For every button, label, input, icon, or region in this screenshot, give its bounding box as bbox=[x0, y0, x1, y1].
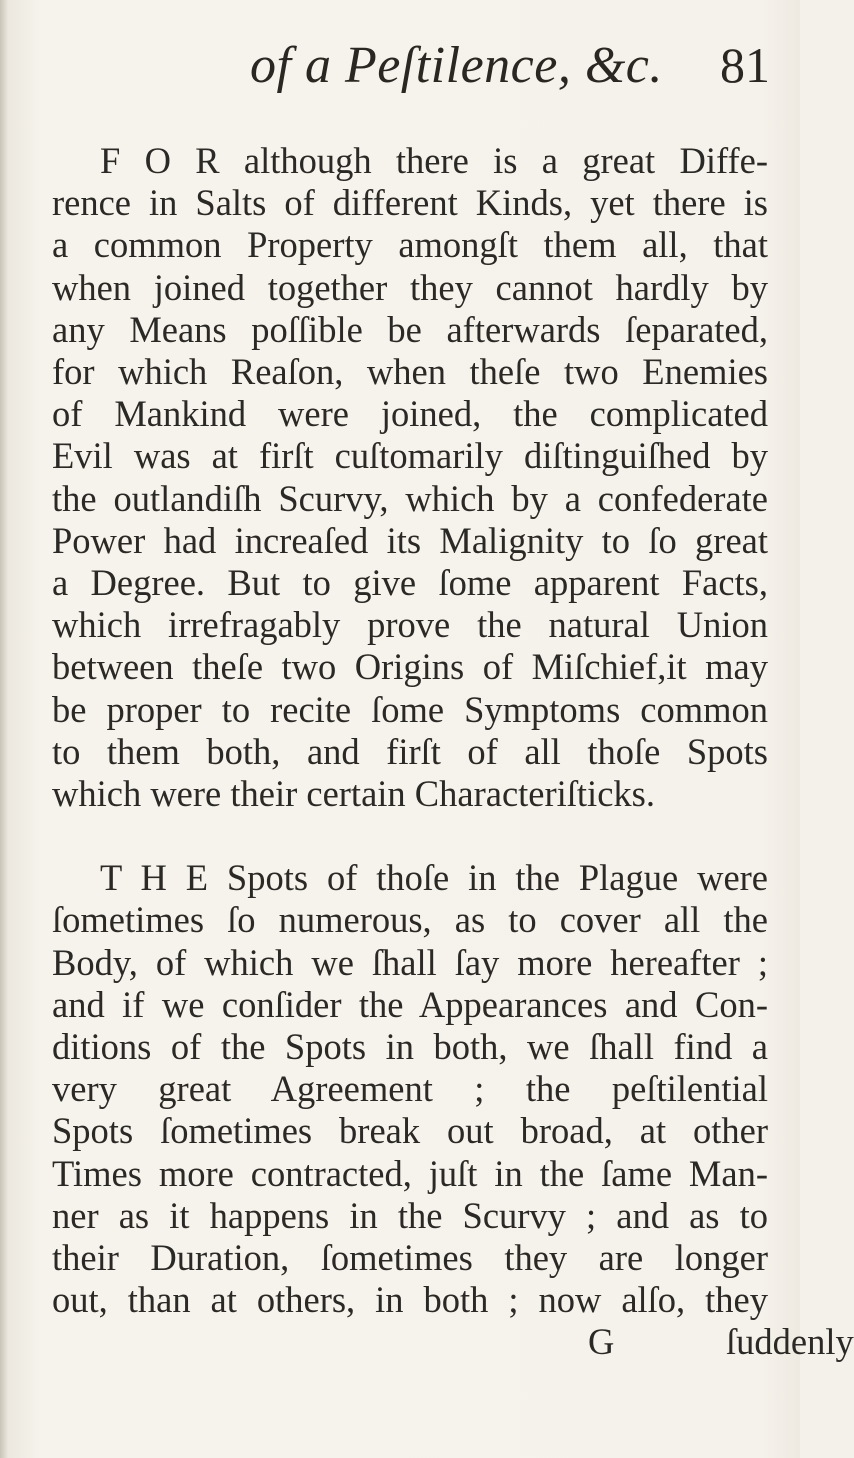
text-line: be proper to recite ſome Symptoms common bbox=[52, 688, 768, 730]
text-line: ſometimes ſo numerous, as to cover all the bbox=[52, 899, 768, 941]
text-line: Body, of which we ſhall ſay more hereafter ; bbox=[52, 941, 768, 983]
running-head-title: of a Peſtilence, &c. bbox=[250, 37, 663, 94]
text-line: Power had increaſed its Malignity to ſo great bbox=[52, 519, 768, 561]
text-line: for which Reaſon, when theſe two Enemies bbox=[52, 351, 768, 393]
text-line: out, than at others, in both ; now alſo, they bbox=[52, 1279, 768, 1321]
text-line: F O R although there is a great Diffe- bbox=[100, 140, 768, 181]
page-number: 81 bbox=[720, 37, 770, 93]
page-footer bbox=[52, 1321, 854, 1363]
text-line: the outlandiſh Scurvy, which by a confederate bbox=[52, 477, 768, 519]
text-line: ditions of the Spots in both, we ſhall find a bbox=[52, 1026, 768, 1068]
text-line: their Duration, ſometimes they are longer bbox=[52, 1237, 768, 1279]
running-head bbox=[0, 22, 800, 112]
text-line: Times more contracted, juſt in the ſame Man- bbox=[52, 1152, 768, 1194]
paragraph-2 bbox=[52, 857, 768, 1321]
text-line: which irrefragably prove the natural Union bbox=[52, 604, 768, 646]
text-line: between theſe two Origins of Miſchief,it may bbox=[52, 646, 768, 688]
text-line: a common Property amongſt them all, that bbox=[52, 224, 768, 266]
text-line: and if we conſider the Appearances and Con- bbox=[52, 983, 768, 1025]
text-line: Spots ſometimes break out broad, at other bbox=[52, 1110, 768, 1152]
text-line: which were their certain Characteriſticks. bbox=[52, 773, 655, 815]
paragraph-1 bbox=[52, 140, 768, 815]
text-line: a Degree. But to give ſome apparent Facts, bbox=[52, 562, 768, 604]
signature-mark: G bbox=[588, 1321, 615, 1363]
text-line: rence in Salts of different Kinds, yet there is bbox=[52, 182, 768, 224]
text-line: T H E Spots of thoſe in the Plague were bbox=[100, 857, 768, 899]
text-line: ner as it happens in the Scurvy ; and as to bbox=[52, 1194, 768, 1236]
text-line: when joined together they cannot hardly by bbox=[52, 266, 768, 308]
page-gutter bbox=[0, 0, 8, 1458]
text-line: Evil was at firſt cuſtomarily diſtinguiſhed by bbox=[52, 435, 768, 477]
text-line: any Means poſſible be afterwards ſeparated, bbox=[52, 308, 768, 350]
paragraph-spacer bbox=[52, 815, 768, 857]
catchword: ſuddenly bbox=[726, 1321, 854, 1363]
text-line: very great Agreement ; the peſtilential bbox=[52, 1068, 768, 1110]
text-line: to them both, and firſt of all thoſe Spots bbox=[52, 730, 768, 772]
body-text bbox=[52, 140, 854, 1363]
text-line: of Mankind were joined, the complicated bbox=[52, 393, 768, 435]
